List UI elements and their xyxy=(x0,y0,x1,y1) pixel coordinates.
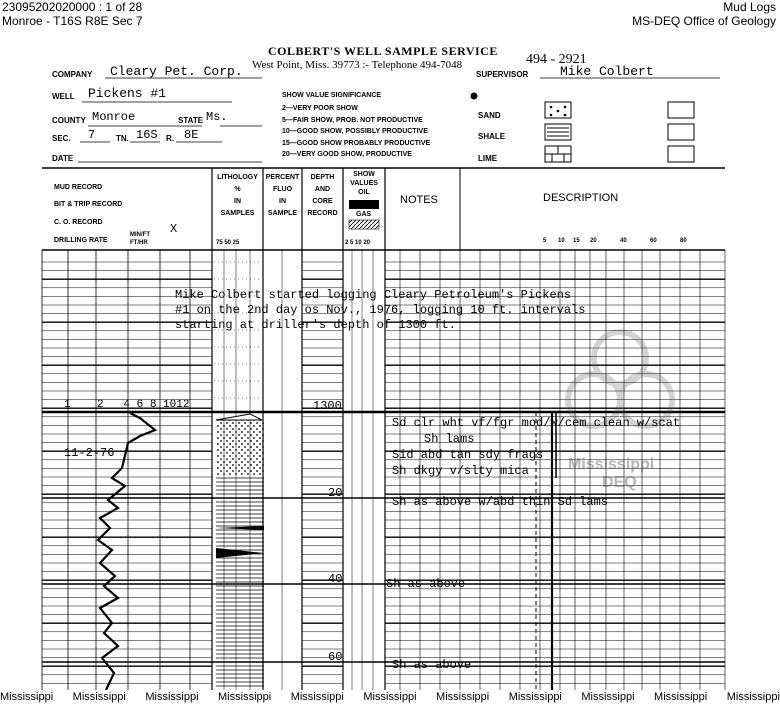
rate-scale-label: 1 2 4 6 8 1012 xyxy=(64,399,190,411)
description-header: DESCRIPTION xyxy=(543,192,619,204)
intro-line: starting at driller's depth of 1300 ft. xyxy=(175,318,456,332)
mud-record-header: MUD RECORD xyxy=(54,184,103,191)
state-label: STATE xyxy=(178,116,204,125)
gas-label: GAS xyxy=(356,211,372,218)
show-value-item: 10—GOOD SHOW, POSSIBLY PRODUCTIVE xyxy=(282,128,428,135)
footer-text: Mississippi xyxy=(654,691,708,703)
show-scale: 2 5 10 20 xyxy=(345,240,371,246)
show-value-item: 5—FAIR SHOW, PROB. NOT PRODUCTIVE xyxy=(282,116,423,124)
description-entry: Sh dkgy v/slty mica xyxy=(392,464,529,478)
ft-hr-label: FT/HR xyxy=(130,240,148,246)
mud-log-sheet: COLBERT'S WELL SAMPLE SERVICE West Point, Miss. 39773 :- Telephone 494-7048 494 - 2921 COMPANY Cleary Pet. Corp. WELL Pickens #1 COUNTY Monroe STATE Ms. SEC. 7 TN. 16S R. 8E DATE SUPERVISOR Mike Colbert SHOW VALUE SIGNIFICANCE 2—VERY POOR SHOW 5—FAIR SHOW, PROB. NOT PRODUCTIVE 10—GOOD SHOW, POSSIBLY PRODUCTIVE 15—GOOD SHOW PROBABLY PRODUCTIVE 20—VERY GOOD SHOW, PRODUCTIVE SAND SHALE LIME MUD RECORD BIT & TRIP RECORD C. O. RECORD DRILLING RATE MIN/FT FT/HR X LITHOLOGY % IN SAMPLES 75 50 25 PERCENT FLUO IN SAMPLE DEPTH AND CORE RECORD SHOW VALUES OIL GAS 2 5 10 20 NOTES DESCRIPTION 5 10 15 20 40 60 80 Mike Colbert started logging Cleary Petroleum's Pickens #1 on the 2nd day os Nov., 1976, logging 10 ft. intervals starting at driller's depth of 1300 ft. 1 2 4 6 8 1012 11-2-76 1300 20 40 60 Sd clr wht vf/fgr mod/w/cem clean w/scat Sh lams Sid abd tan sdy frags Sh dkgy v/slty mica Sh as above w/abd thin Sd lams Sh as above Sh as above Mississippi DEQ xyxy=(0,28,780,690)
description-entry: Sid abd tan sdy frags xyxy=(392,448,544,462)
tn-label: TN. xyxy=(116,134,129,143)
drilling-rate-header: DRILLING RATE xyxy=(54,237,108,244)
well-value: Pickens #1 xyxy=(88,86,167,101)
min-ft-label: MIN/FT xyxy=(130,232,150,238)
footer-text: Mississippi xyxy=(145,691,199,703)
date-note: 11-2-76 xyxy=(64,446,115,460)
depth-header: DEPTH AND CORE RECORD xyxy=(307,174,338,217)
depth-label: 40 xyxy=(328,572,343,586)
description-entry: Sd clr wht vf/fgr mod/w/cem clean w/scat xyxy=(392,416,681,430)
footer-text: Mississippi xyxy=(581,691,635,703)
state-value: Ms. xyxy=(206,110,228,124)
co-record-header: C. O. RECORD xyxy=(54,219,103,226)
phone-extra: 494 - 2921 xyxy=(526,52,587,67)
r-value: 8E xyxy=(184,128,199,142)
legend-shale: SHALE xyxy=(478,132,506,141)
watermark-text: Mississippi xyxy=(568,456,655,473)
agency-name: MS-DEQ Office of Geology xyxy=(632,14,776,28)
county-value: Monroe xyxy=(92,110,136,124)
footer-text: Mississippi xyxy=(363,691,417,703)
well-label: WELL xyxy=(52,92,75,101)
depth-label: 60 xyxy=(328,650,343,664)
show-value-title: SHOW VALUE SIGNIFICANCE xyxy=(282,92,382,99)
footer-band xyxy=(0,690,780,705)
bit-trip-header: BIT & TRIP RECORD xyxy=(54,201,123,208)
footer-text: Mississippi xyxy=(508,691,562,703)
legend-sand: SAND xyxy=(478,111,501,120)
supervisor-value: Mike Colbert xyxy=(560,64,654,79)
date-label: DATE xyxy=(52,154,74,163)
show-values-header: SHOW VALUES OIL xyxy=(350,171,378,196)
description-entry: Sh lams xyxy=(424,432,475,446)
service-address: West Point, Miss. 39773 :- Telephone 494-7048 xyxy=(252,59,463,71)
sand-lithology xyxy=(216,420,264,476)
description-entry: Sh as above xyxy=(386,577,466,591)
pin-icon xyxy=(471,93,478,100)
depth-label: 1300 xyxy=(313,399,342,413)
legend-lime: LIME xyxy=(478,154,498,163)
sec-label: SEC. xyxy=(52,134,71,143)
sec-value: 7 xyxy=(88,128,96,142)
description-entry: Sh as above xyxy=(392,658,472,672)
show-value-item: 15—GOOD SHOW PROBABLY PRODUCTIVE xyxy=(282,139,431,147)
footer-text: Mississippi xyxy=(436,691,490,703)
supervisor-label: SUPERVISOR xyxy=(476,70,529,79)
footer-text: Mississippi xyxy=(290,691,344,703)
document-type: Mud Logs xyxy=(723,0,776,14)
company-value: Cleary Pet. Corp. xyxy=(110,64,243,79)
document-location: Monroe - T16S R8E Sec 7 xyxy=(2,14,143,28)
footer-text: Mississippi xyxy=(218,691,272,703)
show-value-item: 2—VERY POOR SHOW xyxy=(282,105,358,112)
notes-header: NOTES xyxy=(400,194,438,206)
intro-line: Mike Colbert started logging Cleary Petroleum's Pickens xyxy=(175,288,572,302)
watermark-text: DEQ xyxy=(602,474,637,491)
company-label: COMPANY xyxy=(52,70,93,79)
show-value-list xyxy=(282,103,430,161)
footer-text: Mississippi xyxy=(726,691,780,703)
footer-text: Mississippi xyxy=(72,691,126,703)
description-entry: Sh as above w/abd thin Sd lams xyxy=(392,495,609,509)
lithology-header: LITHOLOGY % IN SAMPLES xyxy=(217,174,258,217)
depth-label: 20 xyxy=(328,486,343,500)
footer-text: Mississippi xyxy=(0,691,54,703)
r-label: R. xyxy=(166,134,174,143)
county-label: COUNTY xyxy=(52,116,86,125)
rate-mark: X xyxy=(170,222,178,236)
intro-line: #1 on the 2nd day os Nov., 1976, logging 10 ft. intervals xyxy=(175,303,586,317)
tn-value: 16S xyxy=(136,128,158,142)
percent-fluo-header: PERCENT FLUO IN SAMPLE xyxy=(265,174,300,217)
service-name: COLBERT'S WELL SAMPLE SERVICE xyxy=(268,44,498,58)
document-id: 23095202020000 : 1 of 28 xyxy=(2,0,143,14)
show-value-item: 20—VERY GOOD SHOW, PRODUCTIVE xyxy=(282,151,412,158)
lithology-scale: 75 50 25 xyxy=(216,240,240,246)
